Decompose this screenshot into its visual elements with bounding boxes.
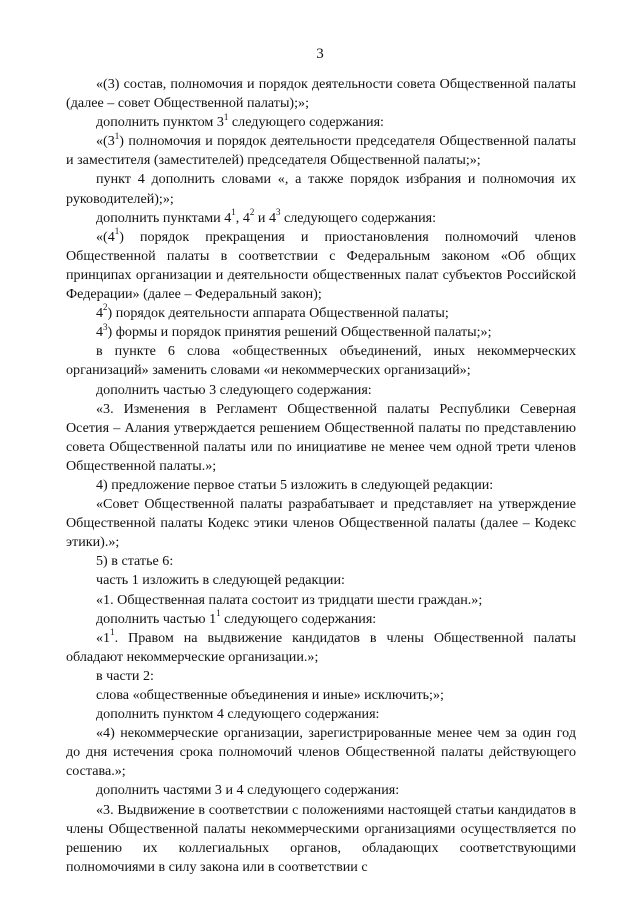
paragraph — [66, 323, 576, 342]
paragraph — [66, 571, 576, 590]
paragraph-text: следующего содержания: — [220, 610, 377, 627]
paragraph-text: «1. Общественная палата состоит из тридцати шести граждан.»; — [96, 591, 483, 608]
paragraph-text: , 4 — [235, 209, 250, 226]
paragraph — [66, 591, 576, 610]
paragraph — [66, 381, 576, 400]
paragraph-text: 4 — [96, 305, 104, 322]
paragraph-text: дополнить частью 1 — [96, 610, 217, 627]
superscript: 3 — [103, 321, 108, 332]
paragraph-text: «(3) состав, полномочия и порядок деятельности совета Общественной палаты (далее – совет Общественной палаты);»; — [66, 76, 576, 112]
paragraph — [66, 342, 576, 380]
paragraph-text: «3. Выдвижение в соответствии с положениями настоящей статьи кандидатов в члены Общественной палаты некоммерческими организациями осуществляется по решению их коллегиальных органов, обладающих соответствующими полномочиями в силу закона или в соответствии с — [66, 801, 576, 875]
superscript: 1 — [114, 130, 120, 141]
paragraph — [66, 206, 576, 228]
paragraph-text: «3. Изменения в Регламент Общественной палаты Республики Северная Осетия – Алания утверждается решением Общественной палаты по представлению совета Общественной палаты или по инициативе не менее чем одной трети членов Общественной палаты.»; — [66, 400, 576, 474]
paragraph — [66, 801, 576, 877]
paragraph-text: слова «общественные объединения и иные» исключить;»; — [96, 687, 444, 703]
paragraph-text: следующего содержания: — [280, 209, 437, 226]
document-body — [66, 75, 576, 877]
paragraph — [66, 228, 576, 304]
paragraph — [66, 495, 576, 552]
superscript: 1 — [110, 627, 115, 638]
paragraph — [66, 607, 576, 629]
superscript: 1 — [216, 607, 221, 618]
paragraph-text: часть 1 изложить в следующей редакции: — [96, 572, 345, 589]
paragraph — [66, 629, 576, 667]
paragraph-text: ) порядок прекращения и приостановления полномочий членов Общественной палаты в соответствии с Федеральным законом «Об общих принципах организации и деятельности общественных палат субъектов Российской Федерации» (далее – Федеральный закон); — [66, 228, 576, 303]
paragraph-text: пункт 4 дополнить словами «, а также порядок избрания и полномочия их руководителей);»; — [66, 171, 576, 207]
paragraph-text: «4) некоммерческие организации, зарегистрированные менее чем за один год до дня истечения срока полномочий членов Общественной палаты действующего состава.»; — [66, 725, 576, 780]
paragraph-text: и 4 — [254, 209, 276, 226]
paragraph — [66, 705, 576, 724]
paragraph-text: следующего содержания: — [228, 114, 384, 131]
superscript: 1 — [223, 111, 229, 122]
paragraph-text: ) порядок деятельности аппарата Общественной палаты; — [107, 305, 449, 322]
paragraph — [66, 781, 576, 800]
paragraph-text: в пункте 6 слова «общественных объединений, иных некоммерческих организаций» заменить словами «и некоммерческих организаций»; — [66, 343, 576, 379]
paragraph-text: . Правом на выдвижение кандидатов в члены Общественной палаты обладают некоммерческие организации.»; — [66, 629, 576, 665]
paragraph-text: дополнить пунктом 4 следующего содержания: — [96, 706, 380, 723]
paragraph — [66, 113, 576, 132]
paragraph-text: ) полномочия и порядок деятельности председателя Общественной палаты и заместителя (заместителей) председателя Общественной палаты;»; — [66, 133, 576, 169]
paragraph-text: «(3 — [96, 133, 115, 150]
paragraph-text: дополнить пунктами 4 — [96, 209, 232, 226]
paragraph-text: «(4 — [96, 228, 115, 245]
paragraph-text: 4 — [96, 324, 104, 341]
paragraph — [66, 400, 576, 476]
paragraph — [66, 132, 576, 170]
superscript: 2 — [103, 302, 108, 313]
paragraph — [66, 667, 576, 686]
paragraph — [66, 476, 576, 495]
paragraph-text: дополнить пунктом 3 — [96, 114, 224, 131]
paragraph — [66, 304, 576, 323]
superscript: 1 — [231, 206, 236, 217]
paragraph — [66, 75, 576, 113]
paragraph — [66, 170, 576, 208]
paragraph — [66, 724, 576, 781]
paragraph — [66, 552, 576, 571]
paragraph — [66, 686, 576, 705]
paragraph-text: 4) предложение первое статьи 5 изложить в следующей редакции: — [96, 476, 494, 493]
superscript: 1 — [114, 226, 120, 237]
superscript: 3 — [276, 206, 281, 217]
paragraph-text: ) формы и порядок принятия решений Общественной палаты;»; — [107, 324, 492, 341]
paragraph-text: «1 — [96, 629, 111, 646]
paragraph-text: дополнить частью 3 следующего содержания: — [96, 381, 372, 398]
paragraph-text: «Совет Общественной палаты разрабатывает и представляет на утверждение Общественной палаты Кодекс этики членов Общественной палаты (далее – Кодекс этики).»; — [66, 496, 576, 551]
superscript: 2 — [249, 206, 255, 217]
page-number: 3 — [316, 46, 324, 62]
paragraph-text: 5) в статье 6: — [96, 553, 174, 570]
paragraph-text: в части 2: — [96, 667, 154, 684]
paragraph-text: дополнить частями 3 и 4 следующего содержания: — [96, 782, 400, 799]
